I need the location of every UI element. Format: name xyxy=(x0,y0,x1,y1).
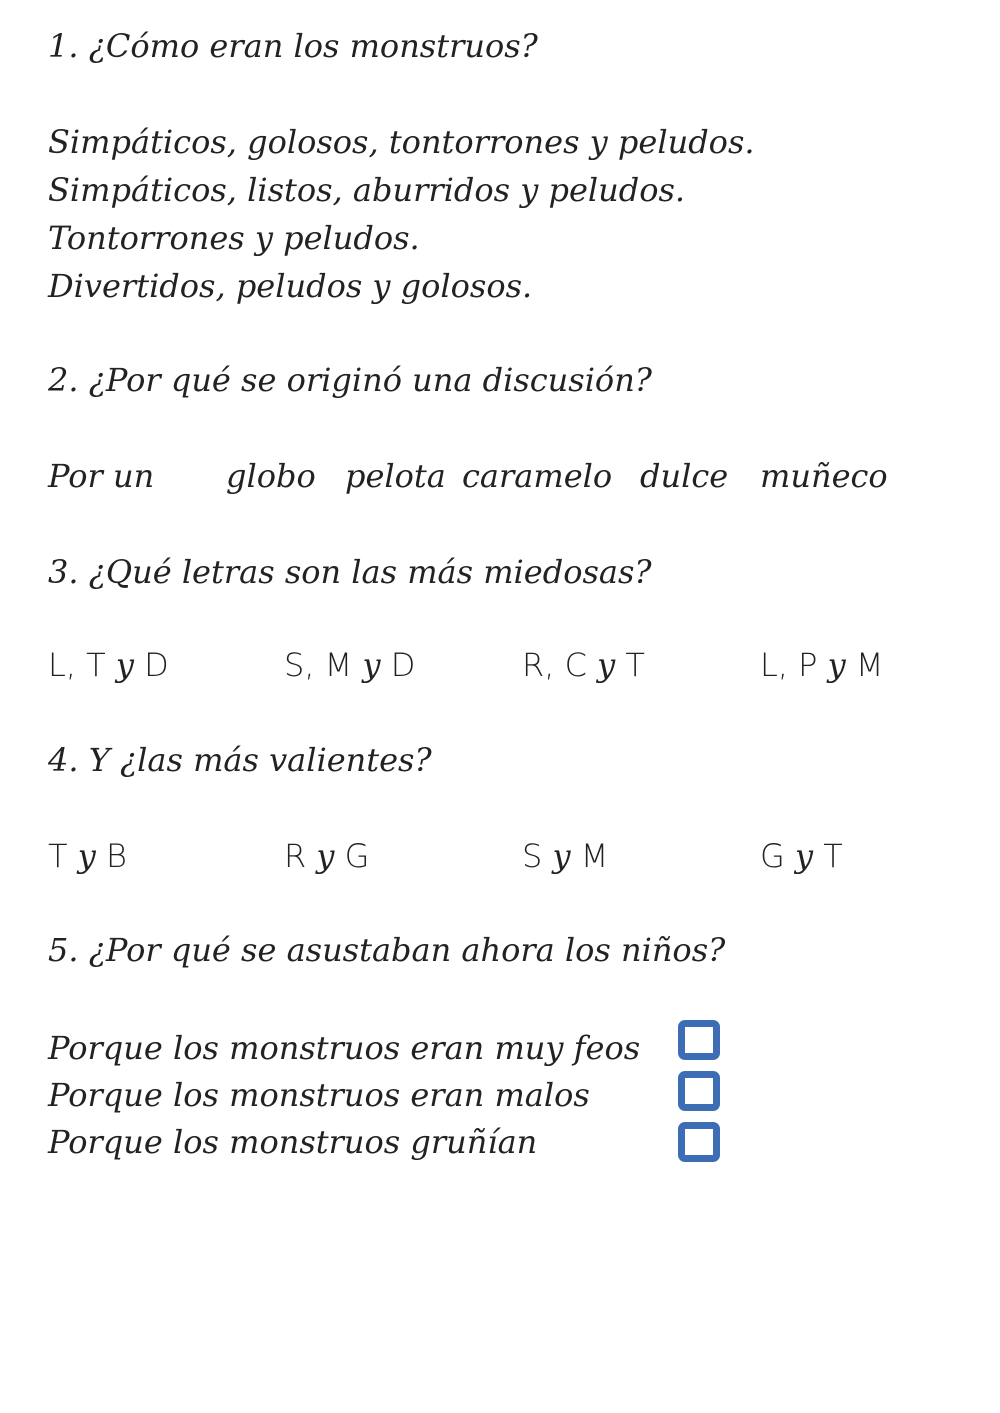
q3-option-4-y: y xyxy=(827,646,846,684)
q4-option-3-a: S xyxy=(522,837,543,875)
q1-option-3[interactable]: Tontorrones y peludos. xyxy=(48,219,420,257)
q5-checkbox-2[interactable] xyxy=(678,1071,720,1111)
q1-option-2[interactable]: Simpáticos, listos, aburridos y peludos. xyxy=(48,171,686,209)
q2-option-globo[interactable]: globo xyxy=(226,457,316,495)
q3-option-4-a: L, P xyxy=(760,646,818,684)
question-5-title: 5. ¿Por qué se asustaban ahora los niños? xyxy=(48,931,726,969)
q2-option-dulce[interactable]: dulce xyxy=(640,457,729,495)
q3-option-3-a: R, C xyxy=(522,646,587,684)
q5-checkbox-3[interactable] xyxy=(678,1122,720,1162)
q3-option-1-a: L, T xyxy=(48,646,106,684)
q2-option-muneco[interactable]: muñeco xyxy=(760,457,888,495)
q4-option-4-a: G xyxy=(760,837,785,875)
q4-option-4-b: T xyxy=(823,837,843,875)
q1-option-1[interactable]: Simpáticos, golosos, tontorrones y peludos. xyxy=(48,123,755,161)
q3-option-2[interactable] xyxy=(284,643,415,687)
question-1-title: 1. ¿Cómo eran los monstruos? xyxy=(48,27,538,65)
q2-options-row xyxy=(48,454,948,498)
q2-option-pelota[interactable]: pelota xyxy=(345,457,446,495)
q5-checkbox-1[interactable] xyxy=(678,1020,720,1060)
q4-option-2[interactable] xyxy=(284,834,369,878)
q3-option-2-a: S, M xyxy=(284,646,353,684)
q3-options-row xyxy=(48,643,948,687)
q4-options-row xyxy=(48,834,948,878)
q3-option-1[interactable] xyxy=(48,643,169,687)
question-4-title: 4. Y ¿las más valientes? xyxy=(48,741,432,779)
q4-option-1-y: y xyxy=(77,837,96,875)
q3-option-4-b: M xyxy=(855,646,884,684)
q4-option-4[interactable] xyxy=(760,834,843,878)
q4-option-4-y: y xyxy=(794,837,814,875)
q4-option-1-a: T xyxy=(48,837,68,875)
q3-option-2-y: y xyxy=(362,646,381,684)
q3-option-1-b: D xyxy=(144,646,169,684)
q2-option-caramelo[interactable]: caramelo xyxy=(462,457,613,495)
q3-option-4[interactable] xyxy=(760,643,884,687)
question-2-title: 2. ¿Por qué se originó una discusión? xyxy=(48,361,652,399)
q2-prefix: Por un xyxy=(48,457,155,495)
q4-option-3-y: y xyxy=(552,837,571,875)
q4-option-1-b: B xyxy=(105,837,127,875)
q4-option-2-y: y xyxy=(316,837,335,875)
q4-option-2-a: R xyxy=(284,837,307,875)
q4-option-3[interactable] xyxy=(522,834,608,878)
q4-option-2-b: G xyxy=(344,837,370,875)
q3-option-3[interactable] xyxy=(522,643,645,687)
q1-option-4[interactable]: Divertidos, peludos y golosos. xyxy=(48,267,533,305)
q3-option-1-y: y xyxy=(115,646,134,684)
question-3-title: 3. ¿Qué letras son las más miedosas? xyxy=(48,553,652,591)
q5-option-3: Porque los monstruos gruñían xyxy=(48,1123,538,1161)
q5-option-2: Porque los monstruos eran malos xyxy=(48,1076,590,1114)
q3-option-2-b: D xyxy=(390,646,416,684)
q4-option-3-b: M xyxy=(580,837,609,875)
q3-option-3-b: T xyxy=(625,646,645,684)
q4-option-1[interactable] xyxy=(48,834,127,878)
q5-option-1: Porque los monstruos eran muy feos xyxy=(48,1029,641,1067)
q3-option-3-y: y xyxy=(597,646,616,684)
